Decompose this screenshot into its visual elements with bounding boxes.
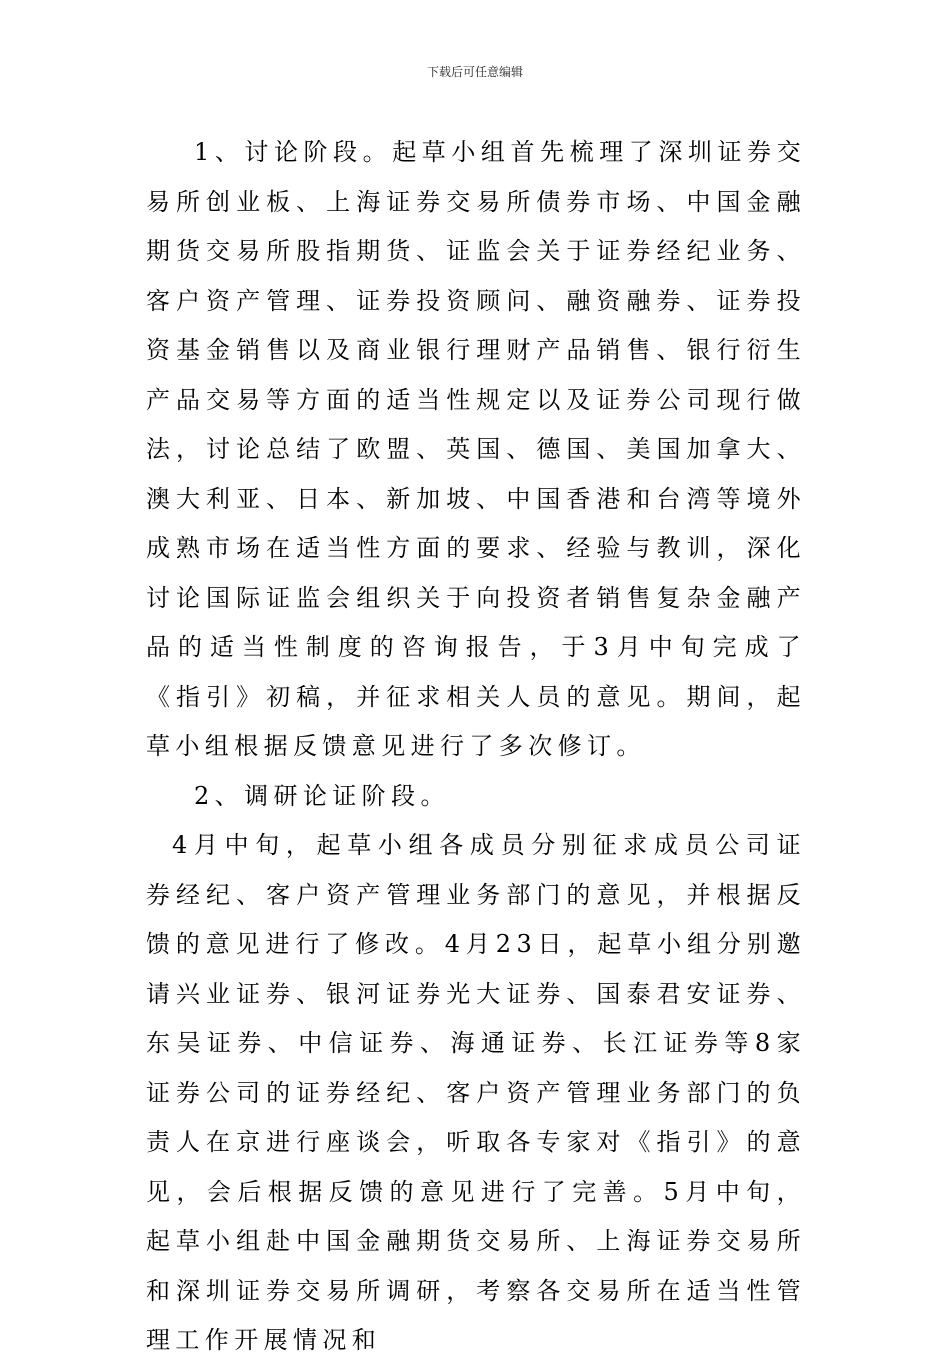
page-header-note: 下载后可任意编辑 [426,65,523,79]
document-body [146,128,806,1366]
paragraph-research-stage-body: 4月中旬，起草小组各成员分别征求成员公司证券经纪、客户资产管理业务部门的意见，并根据反馈的意见进行了修改。4月23日，起草小组分别邀请兴业证券、银河证券光大证券、国泰君安证券、东吴证券、中信证券、海通证券、长江证券等8家证券公司的证券经纪、客户资产管理业务部门的负责人在京进行座谈会，听取各专家对《指引》的意见，会后根据反馈的意见进行了完善。5月中旬，起草小组赴中国金融期货交易所、上海证券交易所和深圳证券交易所调研，考察各交易所在适当性管理工作开展情况和 [146,831,806,1354]
paragraph-discussion-stage: 1、讨论阶段。起草小组首先梳理了深圳证券交易所创业板、上海证券交易所债券市场、中国金融期货交易所股指期货、证监会关于证券经纪业务、客户资产管理、证券投资顾问、融资融券、证券投资基金销售以及商业银行理财产品销售、银行衍生产品交易等方面的适当性规定以及证券公司现行做法，讨论总结了欧盟、英国、德国、美国加拿大、澳大利亚、日本、新加坡、中国香港和台湾等境外成熟市场在适当性方面的要求、经验与教训，深化讨论国际证监会组织关于向投资者销售复杂金融产品的适当性制度的咨询报告，于3月中旬完成了《指引》初稿，并征求相关人员的意见。期间，起草小组根据反馈意见进行了多次修订。 [146,138,806,760]
paragraph-research-stage-heading: 2、调研论证阶段。 [194,781,450,810]
